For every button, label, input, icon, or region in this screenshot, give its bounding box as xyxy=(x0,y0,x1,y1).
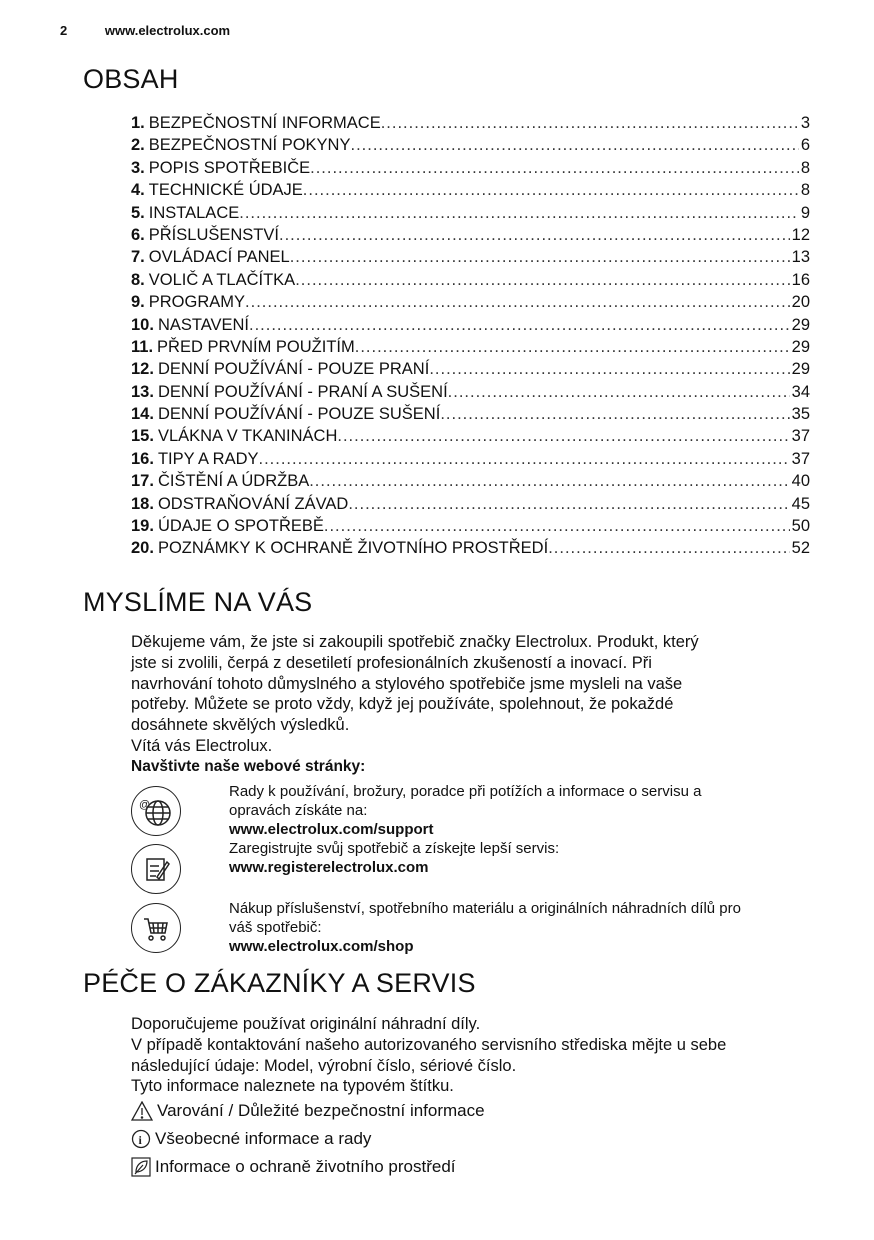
toc-leader xyxy=(348,493,789,515)
toc-leader xyxy=(309,470,789,492)
toc-leader xyxy=(303,179,799,201)
toc-number: 2. xyxy=(131,136,145,155)
toc-leader xyxy=(245,291,790,313)
register-icon xyxy=(131,844,181,894)
toc-leader xyxy=(310,157,799,179)
toc-item[interactable] xyxy=(131,134,810,156)
toc-label: VOLIČ A TLAČÍTKA xyxy=(148,270,296,289)
toc-leader xyxy=(429,358,789,380)
toc-leader xyxy=(259,448,790,470)
toc-item[interactable] xyxy=(131,224,810,246)
toc-item[interactable] xyxy=(131,246,810,268)
web-text: opravách získáte na: xyxy=(229,802,368,819)
toc-number: 13. xyxy=(131,382,154,401)
toc-label: POPIS SPOTŘEBIČE xyxy=(148,158,311,177)
care-text xyxy=(131,1014,831,1181)
toc-page: 35 xyxy=(791,405,810,424)
globe-icon xyxy=(131,786,181,836)
symbol-warning xyxy=(131,1097,831,1125)
text-line: Doporučujeme používat originální náhradní díly. xyxy=(131,1015,481,1033)
toc-number: 12. xyxy=(131,360,154,379)
website-link[interactable]: www.electrolux.com xyxy=(104,23,231,38)
cart-icon xyxy=(131,903,181,953)
toc-page: 52 xyxy=(791,539,810,558)
web-text: Nákup příslušenství, spotřebního materiálu a originálních náhradních dílů pro xyxy=(229,900,741,917)
symbol-label: Všeobecné informace a rady xyxy=(155,1128,372,1148)
web-text: váš spotřebič: xyxy=(229,919,322,936)
toc-item[interactable] xyxy=(131,403,810,425)
toc-page: 29 xyxy=(791,360,810,379)
table-of-contents xyxy=(131,112,810,560)
toc-label: DENNÍ POUŽÍVÁNÍ - POUZE PRANÍ xyxy=(157,360,430,379)
toc-number: 19. xyxy=(131,517,154,536)
toc-number: 20. xyxy=(131,539,154,558)
toc-page: 37 xyxy=(791,449,810,468)
toc-label: ČIŠTĚNÍ A ÚDRŽBA xyxy=(157,472,310,491)
info-icon xyxy=(131,1129,151,1149)
toc-label: PŘED PRVNÍM POUŽITÍM xyxy=(157,337,355,356)
toc-item[interactable] xyxy=(131,269,810,291)
toc-label: BEZPEČNOSTNÍ POKYNY xyxy=(148,136,351,155)
web-text: Rady k používání, brožury, poradce při potížích a informace o servisu a xyxy=(229,783,702,800)
shop-link[interactable]: www.electrolux.com/shop xyxy=(229,938,414,955)
text-line: V případě kontaktování našeho autorizovaného servisního střediska mějte u sebe xyxy=(131,1035,727,1054)
text-line: dosáhnete skvělých výsledků. xyxy=(131,716,350,735)
toc-number: 7. xyxy=(131,248,145,267)
web-item-register xyxy=(229,839,809,877)
page-number: 2 xyxy=(60,23,68,38)
toc-label: ÚDAJE O SPOTŘEBĚ xyxy=(157,517,324,536)
toc-number: 3. xyxy=(131,158,145,177)
toc-number: 15. xyxy=(131,427,154,446)
page-header xyxy=(60,23,264,38)
toc-item[interactable] xyxy=(131,515,810,537)
toc-page: 3 xyxy=(800,114,810,132)
toc-number: 5. xyxy=(131,203,145,222)
toc-item[interactable] xyxy=(131,157,810,179)
toc-label: ODSTRAŇOVÁNÍ ZÁVAD xyxy=(157,494,349,513)
toc-page: 8 xyxy=(800,181,810,200)
toc-item[interactable] xyxy=(131,336,810,358)
symbol-label: Informace o ochraně životního prostředí xyxy=(155,1156,456,1176)
text-line: jste si zvolili, čerpá z desetiletí profesionálních zkušeností a inovací. Při xyxy=(131,653,652,672)
toc-item[interactable] xyxy=(131,448,810,470)
toc-leader xyxy=(548,537,789,559)
text-line: následující údaje: Model, výrobní číslo, sériové číslo. xyxy=(131,1056,517,1075)
toc-item[interactable] xyxy=(131,358,810,380)
toc-item[interactable] xyxy=(131,470,810,492)
text-line: potřeby. Můžete se proto vždy, když jej používáte, spolehnout, že pokaždé xyxy=(131,695,674,714)
toc-number: 10. xyxy=(131,315,154,334)
toc-leader xyxy=(355,336,790,358)
symbol-info xyxy=(131,1125,831,1153)
toc-page: 12 xyxy=(791,225,810,244)
register-link[interactable]: www.registerelectrolux.com xyxy=(229,859,429,876)
text-line: navrhování tohoto důmyslného a stylového spotřebiče jsme mysleli na vaše xyxy=(131,674,683,693)
toc-page: 20 xyxy=(791,293,810,312)
toc-item[interactable] xyxy=(131,291,810,313)
text-line: Vítá vás Electrolux. xyxy=(131,736,273,755)
toc-item[interactable] xyxy=(131,537,810,559)
toc-leader xyxy=(381,112,799,134)
care-title: PÉČE O ZÁKAZNÍKY A SERVIS xyxy=(83,968,476,998)
toc-leader xyxy=(324,515,790,537)
toc-item[interactable] xyxy=(131,425,810,447)
toc-label: POZNÁMKY K OCHRANĚ ŽIVOTNÍHO PROSTŘEDÍ xyxy=(157,539,549,558)
web-item-support xyxy=(229,782,809,839)
toc-number: 8. xyxy=(131,270,145,289)
toc-item[interactable] xyxy=(131,314,810,336)
toc-label: NASTAVENÍ xyxy=(157,315,250,334)
toc-label: TECHNICKÉ ÚDAJE xyxy=(148,181,303,200)
toc-label: TIPY A RADY xyxy=(157,449,259,468)
toc-page: 29 xyxy=(791,337,810,356)
toc-item[interactable] xyxy=(131,493,810,515)
environment-icon xyxy=(131,1157,151,1177)
web-text: Zaregistrujte svůj spotřebič a získejte lepší servis: xyxy=(229,840,560,857)
toc-item[interactable] xyxy=(131,112,810,134)
toc-item[interactable] xyxy=(131,202,810,224)
text-line: Tyto informace naleznete na typovém štítku. xyxy=(131,1077,454,1096)
toc-label: BEZPEČNOSTNÍ INFORMACE xyxy=(148,114,381,132)
symbol-label: Varování / Důležité bezpečnostní informace xyxy=(157,1100,485,1120)
toc-number: 4. xyxy=(131,181,145,200)
toc-leader xyxy=(239,202,799,224)
toc-page: 13 xyxy=(791,248,810,267)
toc-leader xyxy=(279,224,790,246)
toc-number: 16. xyxy=(131,449,154,468)
toc-page: 37 xyxy=(791,427,810,446)
toc-label: OVLÁDACÍ PANEL xyxy=(148,248,290,267)
thinking-title: MYSLÍME NA VÁS xyxy=(83,587,313,617)
thinking-text xyxy=(131,632,811,778)
toc-number: 9. xyxy=(131,293,145,312)
toc-page: 16 xyxy=(791,270,810,289)
toc-label: VLÁKNA V TKANINÁCH xyxy=(157,427,338,446)
support-link[interactable]: www.electrolux.com/support xyxy=(229,821,434,838)
toc-item[interactable] xyxy=(131,179,810,201)
toc-leader xyxy=(290,246,790,268)
toc-leader xyxy=(440,403,789,425)
toc-number: 1. xyxy=(131,114,145,132)
warning-icon xyxy=(131,1101,153,1121)
toc-number: 11. xyxy=(131,337,154,356)
toc-page: 50 xyxy=(791,517,810,536)
toc-page: 40 xyxy=(791,472,810,491)
visit-heading: Navštivte naše webové stránky: xyxy=(131,757,366,775)
toc-page: 8 xyxy=(800,158,810,177)
toc-page: 29 xyxy=(791,315,810,334)
toc-item[interactable] xyxy=(131,381,810,403)
toc-leader xyxy=(249,314,790,336)
svg-text:i: i xyxy=(138,1133,142,1148)
toc-number: 14. xyxy=(131,405,154,424)
toc-leader xyxy=(337,425,789,447)
toc-label: DENNÍ POUŽÍVÁNÍ - PRANÍ A SUŠENÍ xyxy=(157,382,448,401)
toc-label: PŘÍSLUŠENSTVÍ xyxy=(148,225,279,244)
toc-leader xyxy=(448,381,790,403)
toc-number: 6. xyxy=(131,225,145,244)
toc-page: 34 xyxy=(791,382,810,401)
web-item-shop xyxy=(229,899,809,956)
text-line: Děkujeme vám, že jste si zakoupili spotřebič značky Electrolux. Produkt, který xyxy=(131,633,699,651)
toc-leader xyxy=(350,134,798,156)
toc-page: 6 xyxy=(800,136,810,155)
toc-title: OBSAH xyxy=(83,64,179,94)
svg-text:@: @ xyxy=(139,799,151,811)
toc-number: 17. xyxy=(131,472,154,491)
toc-page: 45 xyxy=(791,494,810,513)
toc-number: 18. xyxy=(131,494,154,513)
toc-leader xyxy=(295,269,789,291)
toc-page: 9 xyxy=(800,203,810,222)
toc-label: INSTALACE xyxy=(148,203,240,222)
toc-label: DENNÍ POUŽÍVÁNÍ - POUZE SUŠENÍ xyxy=(157,405,441,424)
toc-label: PROGRAMY xyxy=(148,293,246,312)
symbol-environment xyxy=(131,1153,831,1181)
